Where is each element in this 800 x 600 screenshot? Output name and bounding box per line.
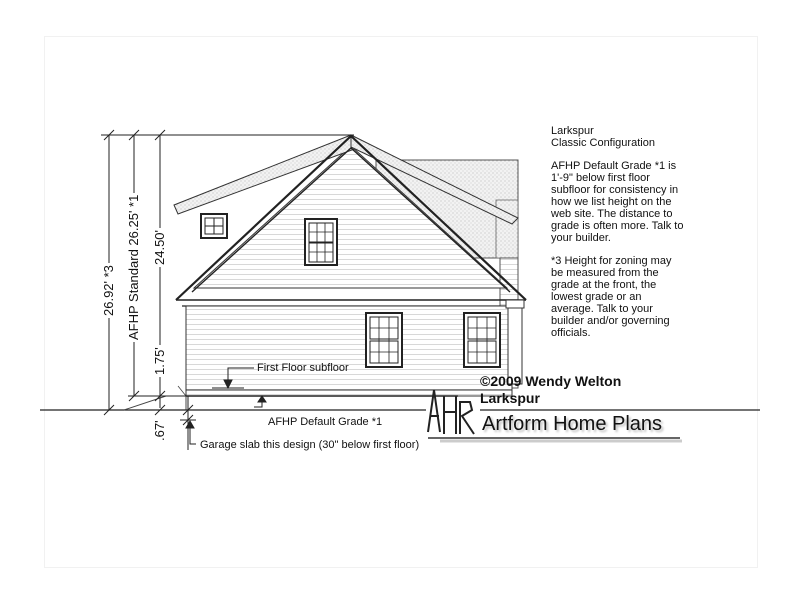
window-lower-right — [464, 313, 500, 367]
artform-logo-text: Artform Home Plans — [482, 413, 663, 435]
dim-afhp-standard: AFHP Standard 26.25' *1 — [126, 194, 141, 340]
dim-subfloor: 1.75' — [152, 347, 167, 375]
window-lower-left — [366, 313, 402, 367]
dim-to-ridge: 24.50' — [152, 229, 167, 265]
window-small-left — [201, 214, 227, 238]
copyright-line: ©2009 Wendy Welton — [480, 373, 622, 389]
copyright-block — [480, 373, 621, 407]
plan-name: Larkspur — [551, 125, 594, 137]
garage-slab-label: Garage slab this design (30" below first floor) — [200, 439, 420, 451]
note-default-grade: AFHP Default Grade *1 is 1'-9" below first floor subfloor for consistency in how we list height on the web site. The distance to grade is often more. Talk to your builder. — [551, 160, 684, 244]
note-zoning-height: *3 Height for zoning may be measured from the grade at the front, the lowest grade or an average. Talk to your builder and/or governing officials. — [551, 255, 672, 339]
plan-configuration: Classic Configuration — [551, 137, 655, 149]
copyright-plan-name: Larkspur — [480, 390, 540, 406]
dim-total-height: 26.92' *3 — [101, 265, 116, 316]
window-gable — [305, 219, 337, 265]
plan-notes — [551, 125, 686, 350]
first-floor-subfloor-label: First Floor subfloor — [257, 362, 349, 374]
dim-garage-drop: .67' — [152, 420, 167, 441]
default-grade-label: AFHP Default Grade *1 — [268, 416, 383, 428]
